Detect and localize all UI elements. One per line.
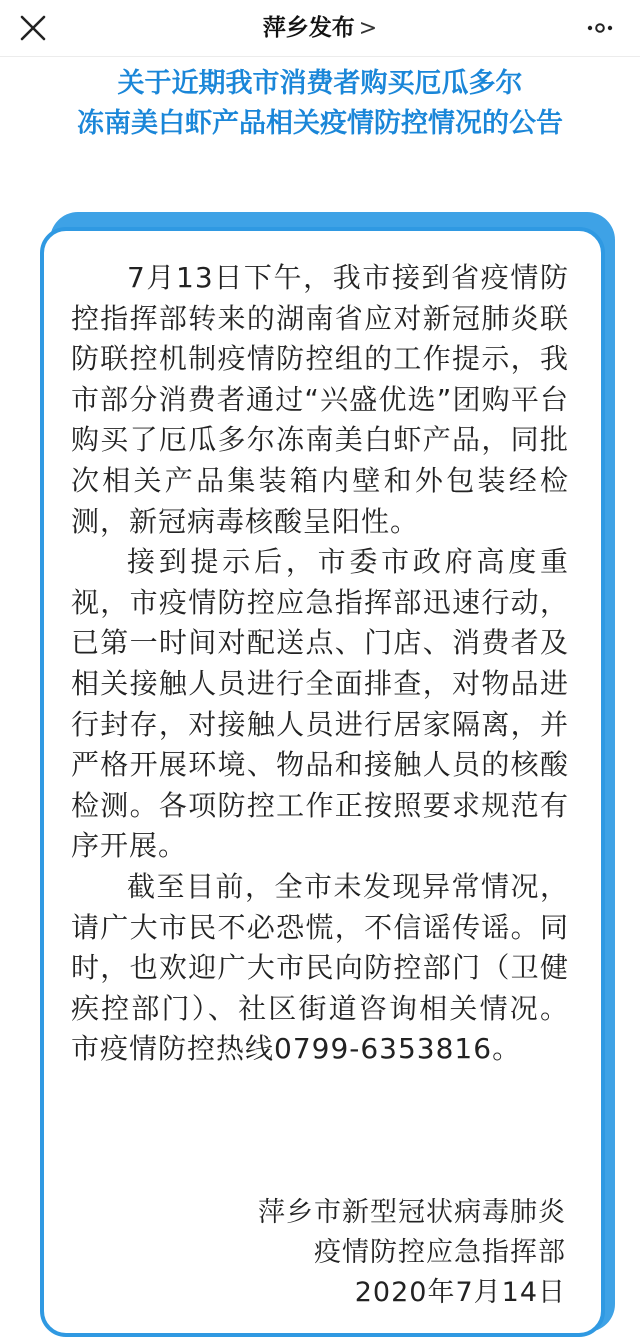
article-title-line-1: 关于近期我市消费者购买厄瓜多尔	[117, 68, 523, 99]
paragraph-3: 截至目前，全市未发现异常情况，请广大市民不必恐慌，不信谣传谣。同时，也欢迎广大市民向防控部门（卫健疾控部门）、社区街道咨询相关情况。市疫情防控热线0799-6353816。	[71, 869, 569, 1066]
more-dots-icon[interactable]	[586, 16, 614, 40]
signature-org-line-1: 萍乡市新型冠状病毒肺炎	[258, 1197, 566, 1228]
signature-block	[258, 1193, 566, 1313]
announcement-body	[71, 258, 569, 1070]
top-nav-bar	[0, 0, 640, 57]
chevron-right-icon: >	[358, 16, 378, 41]
account-name: 萍乡发布	[262, 15, 355, 41]
paragraph-2: 接到提示后，市委市政府高度重视，市疫情防控应急指挥部迅速行动，已第一时间对配送点、门店、消费者及相关接触人员进行全面排查，对物品进行封存，对接触人员进行居家隔离，并严格开展环境、物品和接触人员的核酸检测。各项防控工作正按照要求规范有序开展。	[71, 545, 569, 863]
signature-org-line-2: 疫情防控应急指挥部	[314, 1237, 566, 1268]
article-title-line-2: 冻南美白虾产品相关疫情防控情况的公告	[77, 108, 563, 139]
article-title	[0, 64, 640, 144]
account-name-link[interactable]	[0, 13, 640, 44]
signature-date: 2020年7月14日	[354, 1277, 566, 1308]
paragraph-1: 7月13日下午，我市接到省疫情防控指挥部转来的湖南省应对新冠肺炎联防联控机制疫情防控组的工作提示，我市部分消费者通过“兴盛优选”团购平台购买了厄瓜多尔冻南美白虾产品，同批次相关产品集装箱内壁和外包装经检测，新冠病毒核酸呈阳性。	[71, 261, 569, 538]
